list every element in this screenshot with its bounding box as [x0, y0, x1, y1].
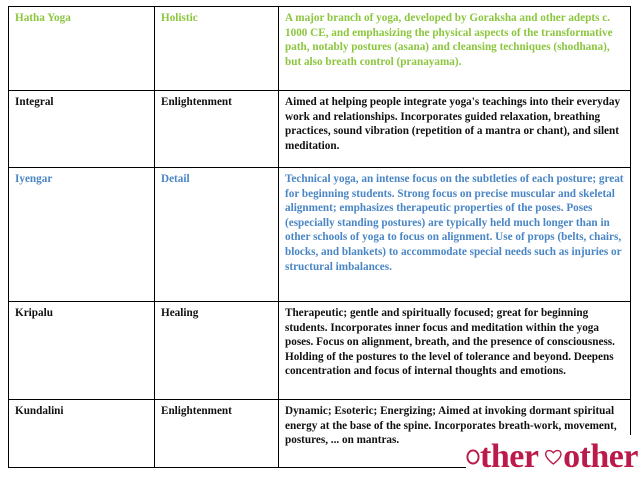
focus-cell: Enlightenment	[155, 400, 279, 468]
style-name-cell: Kundalini	[9, 400, 155, 468]
description-cell: Technical yoga, an intense focus on the subtleties of each posture; great for beginning students. Strong focus on precise muscular and skeletal alignment; emphasizes therapeutic properties of the poses. Poses (especially standing postures) are typically held much longer than in other schools of yoga to focus on alignment. Use of props (belts, chairs, blocks, and blankets) to accommodate special needs such as injuries or structural imbalances.	[279, 168, 631, 302]
focus-cell: Enlightenment	[155, 91, 279, 168]
style-name-cell: Hatha Yoga	[9, 7, 155, 91]
logo-text-left: ther	[480, 438, 539, 475]
description-cell: Therapeutic; gentle and spiritually focused; great for beginning students. Incorporates inner focus and meditation within the yoga poses. Focus on alignment, breath, and the presence of consciousness. Holding of the postures to the level of tolerance and beyond. Deepens concentration and focus of internal thoughts and emotions.	[279, 302, 631, 400]
logo-o-icon	[466, 440, 480, 474]
table-row	[9, 91, 631, 168]
description-cell: Dynamic; Esoteric; Energizing; Aimed at invoking dormant spiritual energy at the base of the spine. Incorporates breath-work, movement, postures, ... on mantras.	[279, 400, 631, 468]
yoga-styles-table	[8, 6, 631, 468]
description-cell: A major branch of yoga, developed by Goraksha and other adepts c. 1000 CE, and emphasizing the physical aspects of the transformative path, notably postures (asana) and cleansing techniques (shodhana), but also breath control (pranayama).	[279, 7, 631, 91]
style-name-cell: Iyengar	[9, 168, 155, 302]
table-row	[9, 7, 631, 91]
table-row	[9, 302, 631, 400]
description-cell: Aimed at helping people integrate yoga's teachings into their everyday work and relationships. Incorporates guided relaxation, breathing practices, sound vibration (repetition of a mantra or chant), and silent meditation.	[279, 91, 631, 168]
table-row	[9, 168, 631, 302]
style-name-cell: Integral	[9, 91, 155, 168]
logo-text-right: other	[563, 438, 638, 475]
other-mother-logo	[466, 435, 638, 479]
focus-cell: Holistic	[155, 7, 279, 91]
heart-icon	[544, 439, 563, 475]
focus-cell: Detail	[155, 168, 279, 302]
style-name-cell: Kripalu	[9, 302, 155, 400]
focus-cell: Healing	[155, 302, 279, 400]
